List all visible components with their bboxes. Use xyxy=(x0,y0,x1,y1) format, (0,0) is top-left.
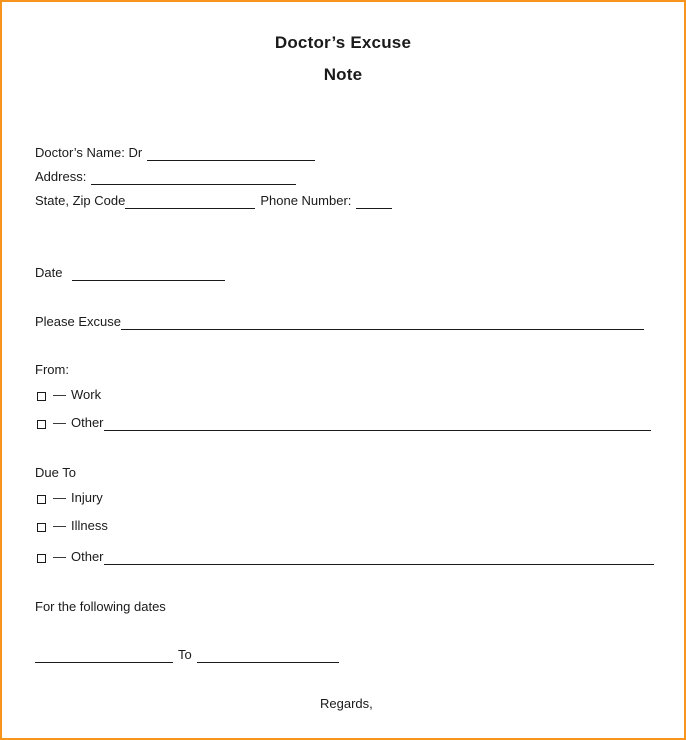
state-zip-label: State, Zip Code xyxy=(35,193,126,208)
address-field[interactable] xyxy=(91,172,296,185)
date-row xyxy=(35,265,225,281)
illness-label: Illness xyxy=(71,518,108,533)
state-zip-field[interactable] xyxy=(125,196,255,209)
due-to-heading: Due To xyxy=(35,465,76,480)
from-option-work xyxy=(35,387,101,403)
doctor-name-label: Doctor’s Name: Dr xyxy=(35,145,143,160)
from-other-field[interactable] xyxy=(104,418,651,431)
dash: — xyxy=(53,518,66,533)
address-row xyxy=(35,169,296,185)
to-date-field[interactable] xyxy=(197,650,339,663)
due-other-checkbox[interactable] xyxy=(37,554,46,563)
illness-checkbox[interactable] xyxy=(37,523,46,532)
to-label: To xyxy=(178,647,192,662)
phone-field[interactable] xyxy=(356,196,392,209)
doctor-name-field[interactable] xyxy=(147,148,315,161)
due-other-field[interactable] xyxy=(104,552,654,565)
due-to-option-illness xyxy=(35,518,108,534)
page-title: Doctor’s Excuse xyxy=(274,33,412,52)
please-excuse-label: Please Excuse xyxy=(35,314,121,329)
dash: — xyxy=(53,415,66,430)
from-date-field[interactable] xyxy=(35,650,173,663)
address-label: Address: xyxy=(35,169,87,184)
work-checkbox[interactable] xyxy=(37,392,46,401)
from-heading: From: xyxy=(35,362,69,377)
injury-label: Injury xyxy=(71,490,103,505)
from-option-other xyxy=(35,415,651,431)
date-field[interactable] xyxy=(72,268,225,281)
date-label: Date xyxy=(35,265,63,280)
dash: — xyxy=(53,387,66,402)
due-to-option-other xyxy=(35,549,654,565)
from-other-checkbox[interactable] xyxy=(37,420,46,429)
due-other-label: Other xyxy=(71,549,104,564)
following-dates-label: For the following dates xyxy=(35,599,166,614)
doctor-name-row xyxy=(35,145,315,161)
please-excuse-row xyxy=(35,314,644,330)
due-to-option-injury xyxy=(35,490,103,506)
dash: — xyxy=(53,549,66,564)
from-other-label: Other xyxy=(71,415,104,430)
regards-text: Regards, xyxy=(320,696,373,711)
date-range-row xyxy=(35,647,339,663)
please-excuse-field[interactable] xyxy=(121,317,644,330)
phone-label: Phone Number: xyxy=(260,193,352,208)
injury-checkbox[interactable] xyxy=(37,495,46,504)
work-label: Work xyxy=(71,387,102,402)
state-zip-phone-row xyxy=(35,193,392,209)
page-subtitle: Note xyxy=(323,65,363,84)
dash: — xyxy=(53,490,66,505)
